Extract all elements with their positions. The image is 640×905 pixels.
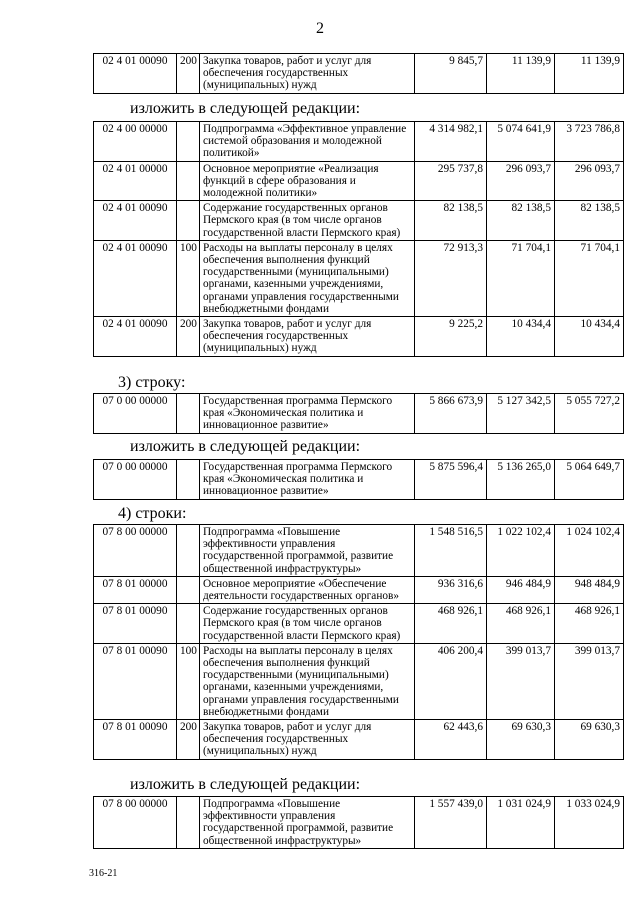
item-name-cell: Государственная программа Пермского края «Экономическая политика и инновационное развитие» xyxy=(200,460,415,500)
amount-year2-cell: 10 434,4 xyxy=(487,317,555,357)
section-heading-row-3: 3) строку: xyxy=(118,374,186,391)
amount-year2-cell: 399 013,7 xyxy=(487,643,555,719)
budget-code-cell: 07 8 00 00000 xyxy=(94,525,177,577)
amount-year1-cell: 5 875 596,4 xyxy=(415,460,487,500)
item-name-cell: Подпрограмма «Эффективное управление системой образования и молодежной политикой» xyxy=(200,122,415,162)
table-new-edition-education xyxy=(93,121,623,357)
table-original-subprogram-efficiency xyxy=(93,524,623,760)
budget-code-cell: 02 4 01 00090 xyxy=(94,240,177,316)
table-row xyxy=(94,576,624,603)
amount-year2-cell: 71 704,1 xyxy=(487,240,555,316)
amount-year3-cell: 5 064 649,7 xyxy=(555,460,624,500)
amount-year3-cell: 10 434,4 xyxy=(555,317,624,357)
budget-code-cell: 02 4 01 00090 xyxy=(94,317,177,357)
amount-year1-cell: 62 443,6 xyxy=(415,720,487,760)
item-name-cell: Расходы на выплаты персоналу в целях обеспечения выполнения функций государственными (муниципальными) органами, казенными учреждениями, органами управления государственными внебюджетными фондами xyxy=(200,240,415,316)
page-number: 2 xyxy=(316,20,324,37)
item-name-cell: Государственная программа Пермского края «Экономическая политика и инновационное развитие» xyxy=(200,394,415,434)
table-row xyxy=(94,201,624,241)
budget-code-cell: 07 8 01 00000 xyxy=(94,576,177,603)
section-heading-new-edition-2: изложить в следующей редакции: xyxy=(130,438,361,455)
amount-year1-cell: 1 557 439,0 xyxy=(415,797,487,849)
budget-code-cell: 07 8 01 00090 xyxy=(94,720,177,760)
expense-type-cell xyxy=(177,460,200,500)
table-original-purchase xyxy=(93,53,623,94)
expense-type-cell xyxy=(177,201,200,241)
amount-year3-cell: 71 704,1 xyxy=(555,240,624,316)
amount-year2-cell: 5 127 342,5 xyxy=(487,394,555,434)
amount-year3-cell: 11 139,9 xyxy=(555,54,624,94)
section-heading-rows-4: 4) строки: xyxy=(118,505,187,522)
amount-year2-cell: 82 138,5 xyxy=(487,201,555,241)
expense-type-cell xyxy=(177,122,200,162)
table-row xyxy=(94,797,624,849)
amount-year2-cell: 5 136 265,0 xyxy=(487,460,555,500)
item-name-cell: Закупка товаров, работ и услуг для обеспечения государственных (муниципальных) нужд xyxy=(200,720,415,760)
item-name-cell: Подпрограмма «Повышение эффективности управления государственной программой, развитие общественной инфраструктуры» xyxy=(200,525,415,577)
expense-type-cell: 100 xyxy=(177,643,200,719)
item-name-cell: Содержание государственных органов Пермского края (в том числе органов государственной власти Пермского края) xyxy=(200,201,415,241)
budget-code-cell: 02 4 01 00000 xyxy=(94,161,177,201)
amount-year1-cell: 4 314 982,1 xyxy=(415,122,487,162)
expense-type-cell xyxy=(177,576,200,603)
table-row xyxy=(94,720,624,760)
amount-year3-cell: 296 093,7 xyxy=(555,161,624,201)
amount-year2-cell: 1 031 024,9 xyxy=(487,797,555,849)
amount-year1-cell: 82 138,5 xyxy=(415,201,487,241)
amount-year3-cell: 399 013,7 xyxy=(555,643,624,719)
amount-year3-cell: 1 033 024,9 xyxy=(555,797,624,849)
budget-code-cell: 02 4 00 00000 xyxy=(94,122,177,162)
amount-year1-cell: 9 225,2 xyxy=(415,317,487,357)
amount-year3-cell: 82 138,5 xyxy=(555,201,624,241)
amount-year1-cell: 406 200,4 xyxy=(415,643,487,719)
amount-year1-cell: 936 316,6 xyxy=(415,576,487,603)
amount-year1-cell: 9 845,7 xyxy=(415,54,487,94)
amount-year2-cell: 1 022 102,4 xyxy=(487,525,555,577)
item-name-cell: Расходы на выплаты персоналу в целях обеспечения выполнения функций государственными (муниципальными) органами, казенными учреждениями, органами управления государственными внебюджетными фондами xyxy=(200,643,415,719)
budget-code-cell: 02 4 01 00090 xyxy=(94,201,177,241)
item-name-cell: Основное мероприятие «Реализация функций в сфере образования и молодежной политики» xyxy=(200,161,415,201)
table-row xyxy=(94,525,624,577)
expense-type-cell: 200 xyxy=(177,317,200,357)
budget-code-cell: 07 0 00 00000 xyxy=(94,460,177,500)
expense-type-cell: 200 xyxy=(177,54,200,94)
amount-year1-cell: 5 866 673,9 xyxy=(415,394,487,434)
section-heading-new-edition-3: изложить в следующей редакции: xyxy=(130,776,361,793)
amount-year2-cell: 5 074 641,9 xyxy=(487,122,555,162)
amount-year2-cell: 11 139,9 xyxy=(487,54,555,94)
budget-code-cell: 07 0 00 00000 xyxy=(94,394,177,434)
expense-type-cell xyxy=(177,394,200,434)
amount-year3-cell: 1 024 102,4 xyxy=(555,525,624,577)
expense-type-cell xyxy=(177,525,200,577)
amount-year3-cell: 5 055 727,2 xyxy=(555,394,624,434)
table-new-subprogram-efficiency xyxy=(93,796,623,849)
table-row xyxy=(94,161,624,201)
table-row xyxy=(94,604,624,644)
table-new-economic-program xyxy=(93,459,623,500)
table-row xyxy=(94,643,624,719)
amount-year2-cell: 296 093,7 xyxy=(487,161,555,201)
amount-year3-cell: 3 723 786,8 xyxy=(555,122,624,162)
item-name-cell: Содержание государственных органов Пермского края (в том числе органов государственной власти Пермского края) xyxy=(200,604,415,644)
amount-year2-cell: 69 630,3 xyxy=(487,720,555,760)
table-row xyxy=(94,122,624,162)
item-name-cell: Подпрограмма «Повышение эффективности управления государственной программой, развитие общественной инфраструктуры» xyxy=(200,797,415,849)
item-name-cell: Основное мероприятие «Обеспечение деятельности государственных органов» xyxy=(200,576,415,603)
table-row xyxy=(94,460,624,500)
table-row xyxy=(94,317,624,357)
amount-year2-cell: 468 926,1 xyxy=(487,604,555,644)
amount-year3-cell: 69 630,3 xyxy=(555,720,624,760)
section-heading-new-edition-1: изложить в следующей редакции: xyxy=(130,100,361,117)
amount-year3-cell: 468 926,1 xyxy=(555,604,624,644)
expense-type-cell: 100 xyxy=(177,240,200,316)
amount-year1-cell: 468 926,1 xyxy=(415,604,487,644)
amount-year2-cell: 946 484,9 xyxy=(487,576,555,603)
document-footer-code: 316-21 xyxy=(89,868,118,879)
amount-year1-cell: 72 913,3 xyxy=(415,240,487,316)
budget-code-cell: 07 8 01 00090 xyxy=(94,643,177,719)
expense-type-cell xyxy=(177,161,200,201)
expense-type-cell xyxy=(177,604,200,644)
budget-code-cell: 02 4 01 00090 xyxy=(94,54,177,94)
item-name-cell: Закупка товаров, работ и услуг для обеспечения государственных (муниципальных) нужд xyxy=(200,317,415,357)
budget-code-cell: 07 8 00 00000 xyxy=(94,797,177,849)
budget-code-cell: 07 8 01 00090 xyxy=(94,604,177,644)
expense-type-cell: 200 xyxy=(177,720,200,760)
expense-type-cell xyxy=(177,797,200,849)
amount-year1-cell: 295 737,8 xyxy=(415,161,487,201)
amount-year3-cell: 948 484,9 xyxy=(555,576,624,603)
table-row xyxy=(94,54,624,94)
amount-year1-cell: 1 548 516,5 xyxy=(415,525,487,577)
table-row xyxy=(94,394,624,434)
table-original-economic-program xyxy=(93,393,623,434)
table-row xyxy=(94,240,624,316)
item-name-cell: Закупка товаров, работ и услуг для обеспечения государственных (муниципальных) нужд xyxy=(200,54,415,94)
